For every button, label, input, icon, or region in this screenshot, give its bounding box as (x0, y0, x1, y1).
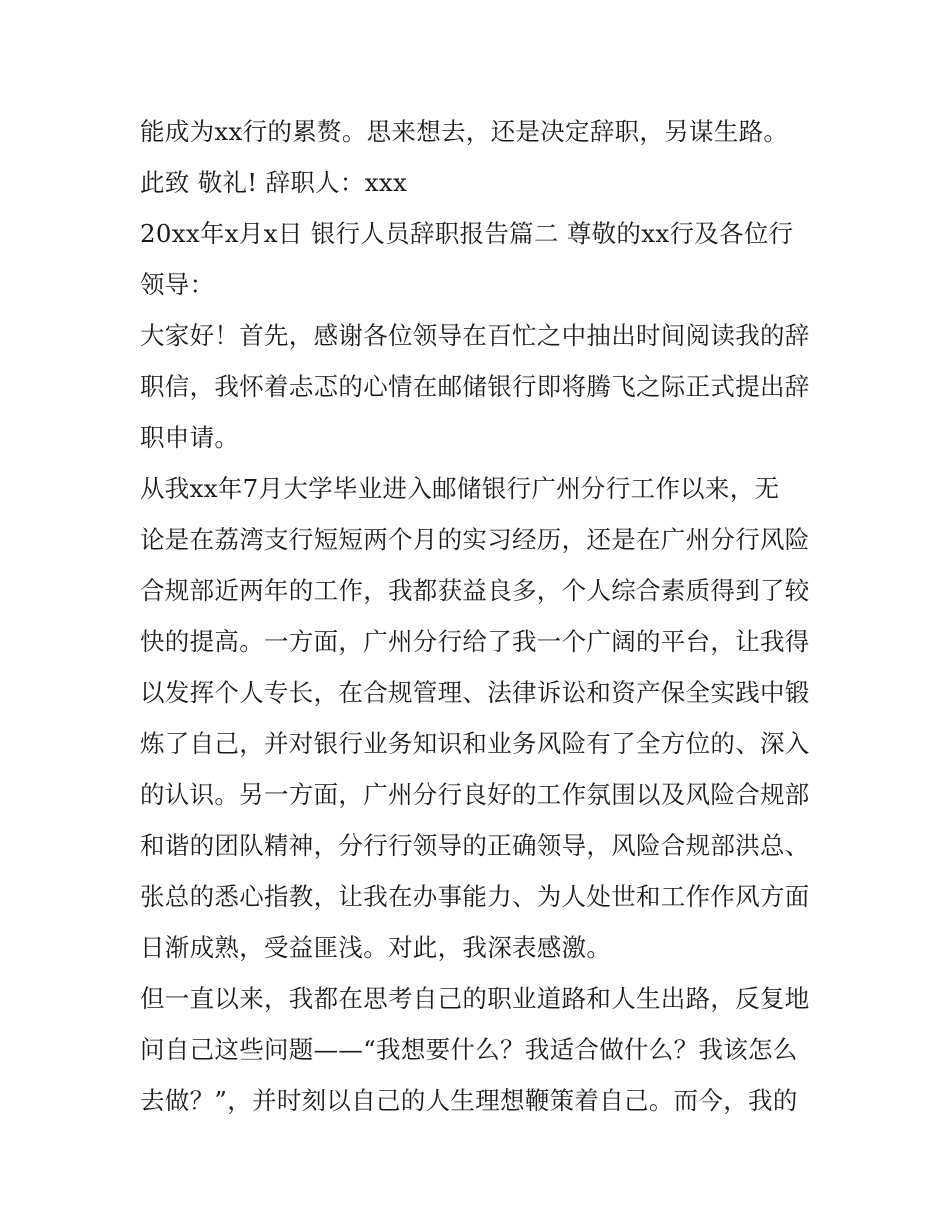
text-line: 20xx年x月x日 银行人员辞职报告篇二 尊敬的xx行及各位行 (140, 219, 794, 248)
text-line: 职信，我怀着忐忑的心情在邮储银行即将腾飞之际正式提出辞 (140, 372, 810, 401)
text-line: 去做？”，并时刻以自己的人生理想鞭策着自己。而今，我的 (140, 1086, 798, 1115)
text-line: 职申请。 (140, 423, 240, 452)
text-line: 合规部近两年的工作，我都获益良多，个人综合素质得到了较 (140, 576, 810, 605)
text-line: 此致 敬礼! 辞职人：xxx (140, 168, 408, 197)
text-line: 炼了自己，并对银行业务知识和业务风险有了全方位的、深入 (140, 729, 810, 758)
text-line: 快的提高。一方面，广州分行给了我一个广阔的平台，让我得 (140, 627, 810, 656)
text-line: 能成为xx行的累赘。思来想去，还是决定辞职，另谋生路。 (140, 117, 789, 146)
text-line: 张总的悉心指教，让我在办事能力、为人处世和工作作风方面 (140, 882, 810, 911)
text-line: 大家好！首先，感谢各位领导在百忙之中抽出时间阅读我的辞 (140, 321, 810, 350)
text-line: 论是在荔湾支行短短两个月的实习经历，还是在广州分行风险 (140, 525, 810, 554)
text-line: 问自己这些问题——“我想要什么？我适合做什么？我该怎么 (140, 1035, 798, 1064)
text-line: 日渐成熟，受益匪浅。对此，我深表感激。 (140, 933, 612, 962)
text-line: 领导： (140, 270, 215, 299)
document-body (140, 106, 820, 1126)
text-line: 和谐的团队精神，分行行领导的正确领导，风险合规部洪总、 (140, 831, 810, 860)
text-line: 从我xx年7月大学毕业进入邮储银行广州分行工作以来，无 (140, 474, 780, 503)
text-line: 的认识。另一方面，广州分行良好的工作氛围以及风险合规部 (140, 780, 810, 809)
text-line: 以发挥个人专长，在合规管理、法律诉讼和资产保全实践中锻 (140, 678, 810, 707)
text-line: 但一直以来，我都在思考自己的职业道路和人生出路，反复地 (140, 984, 810, 1013)
